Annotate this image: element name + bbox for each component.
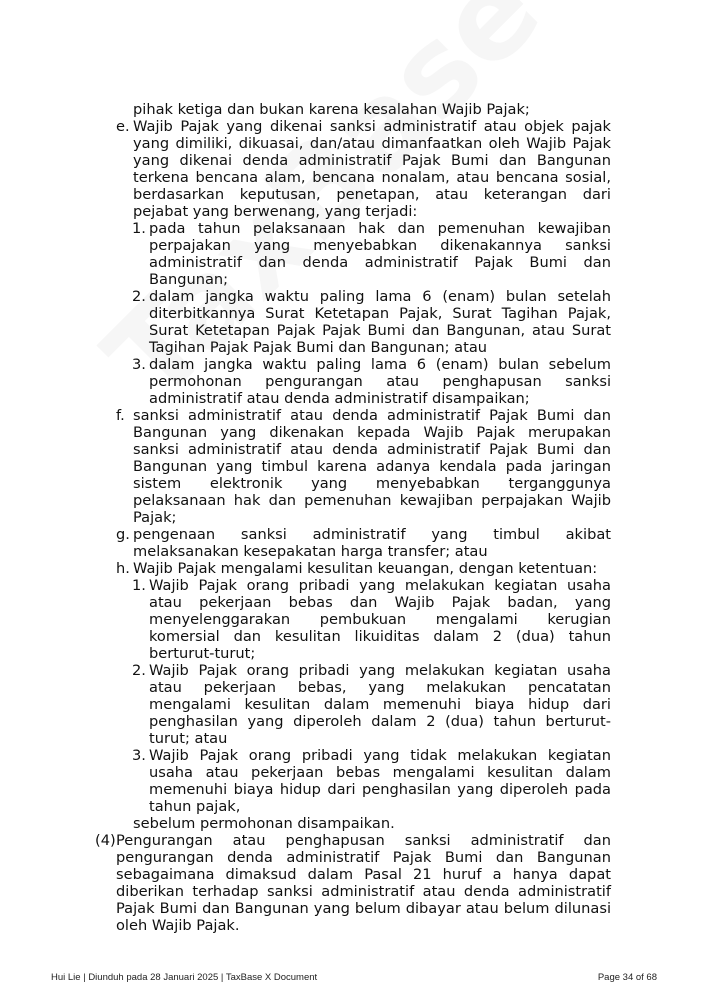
sub-list-marker: 1. <box>132 577 146 594</box>
sub-list-marker: 1. <box>132 220 146 237</box>
sub-list-item <box>132 577 611 662</box>
list-item-g <box>116 526 611 560</box>
sub-list-item-text: Wajib Pajak orang pribadi yang melakukan kegiatan usaha atau pekerjaan bebas, yang melakukan pencatatan mengalami kesulitan dalam memenuhi biaya hidup dari penghasilan yang diperoleh dalam 2 (dua) tahun berturut- turut; atau <box>149 662 611 747</box>
list-item-text: Wajib Pajak mengalami kesulitan keuangan, dengan ketentuan: <box>133 560 598 577</box>
list-item-h <box>116 560 611 577</box>
sub-list-item <box>132 747 611 815</box>
continuation-line <box>133 101 611 118</box>
list-item-e <box>116 118 611 220</box>
list-item-text: Wajib Pajak yang dikenai sanksi administratif atau objek pajak yang dimiliki, dikuasai, dan/atau dimanfaatkan oleh Wajib Pajak yang dikenai denda administratif Pajak Bumi dan Bangunan terkena bencana alam, bencana nonalam, atau bencana sosial, berdasarkan keputusan, penetapan, atau keterangan dari pejabat yang berwenang, yang terjadi: <box>133 118 611 220</box>
sub-list-marker: 2. <box>132 288 146 305</box>
paragraph-text: Pengurangan atau penghapusan sanksi administratif dan pengurangan denda administratif Pajak Bumi dan Bangunan sebagaimana dimaksud dalam Pasal 21 huruf a hanya dapat diberikan terhadap sanksi administratif atau denda administratif Pajak Bumi dan Bangunan yang belum dibayar atau belum dilunasi oleh Wajib Pajak. <box>116 832 611 934</box>
footer-download-info: Hui Lie | Diunduh pada 28 Januari 2025 | TaxBase X Document <box>51 972 318 983</box>
sub-list-marker: 3. <box>132 747 146 764</box>
list-marker: f. <box>116 407 125 424</box>
sub-list-item <box>132 220 611 288</box>
page-number: Page 34 of 68 <box>597 972 657 983</box>
list-item-f <box>116 407 611 526</box>
list-item-text: sanksi administratif atau denda administratif Pajak Bumi dan Bangunan yang dikenakan kepada Wajib Pajak merupakan sanksi administratif atau denda administratif Pajak Bumi dan Bangunan yang timbul karena adanya kendala pada jaringan sistem elektronik yang menyebabkan terganggunya pelaksanaan hak dan pemenuhan kewajiban perpajakan Wajib Pajak; <box>133 407 611 526</box>
sub-list-item-text: Wajib Pajak orang pribadi yang tidak melakukan kegiatan usaha atau pekerjaan bebas mengalami kesulitan dalam memenuhi biaya hidup dari penghasilan yang diperoleh pada tahun pajak, <box>149 747 611 815</box>
sub-list-item-text: Wajib Pajak orang pribadi yang melakukan kegiatan usaha atau pekerjaan bebas dan Wajib Pajak badan, yang menyelenggarakan pembukuan mengalami kerugian komersial dan kesulitan likuiditas dalam 2 (dua) tahun berturut-turut; <box>149 577 611 662</box>
sub-list-item <box>132 288 611 356</box>
sub-list-item <box>132 356 611 407</box>
sub-list-item-text: pada tahun pelaksanaan hak dan pemenuhan kewajiban perpajakan yang menyebabkan dikenakannya sanksi administratif dan denda administratif Pajak Bumi dan Bangunan; <box>149 220 611 288</box>
sub-list-item <box>132 662 611 747</box>
paragraph-marker: (4) <box>95 832 116 849</box>
trailing-line <box>133 815 611 832</box>
list-marker: h. <box>116 560 130 577</box>
list-marker: g. <box>116 526 130 543</box>
sub-list-item-text: dalam jangka waktu paling lama 6 (enam) bulan setelah diterbitkannya Surat Ketetapan Pajak, Surat Tagihan Pajak, Surat Ketetapan Pajak Pajak Bumi dan Bangunan, atau Surat Tagihan Pajak Pajak Bumi dan Bangunan; atau <box>149 288 611 356</box>
list-item-text: pengenaan sanksi administratif yang timbul akibat melaksanakan kesepakatan harga transfer; atau <box>133 526 611 560</box>
paragraph-4 <box>95 832 611 934</box>
sub-list-marker: 2. <box>132 662 146 679</box>
list-marker: e. <box>116 118 130 135</box>
continuation-text: pihak ketiga dan bukan karena kesalahan Wajib Pajak; <box>133 101 530 118</box>
trailing-text: sebelum permohonan disampaikan. <box>133 815 395 832</box>
sub-list-item-text: dalam jangka waktu paling lama 6 (enam) bulan sebelum permohonan pengurangan atau penghapusan sanksi administratif atau denda administratif disampaikan; <box>149 356 611 407</box>
sub-list-marker: 3. <box>132 356 146 373</box>
document-body <box>0 101 707 934</box>
